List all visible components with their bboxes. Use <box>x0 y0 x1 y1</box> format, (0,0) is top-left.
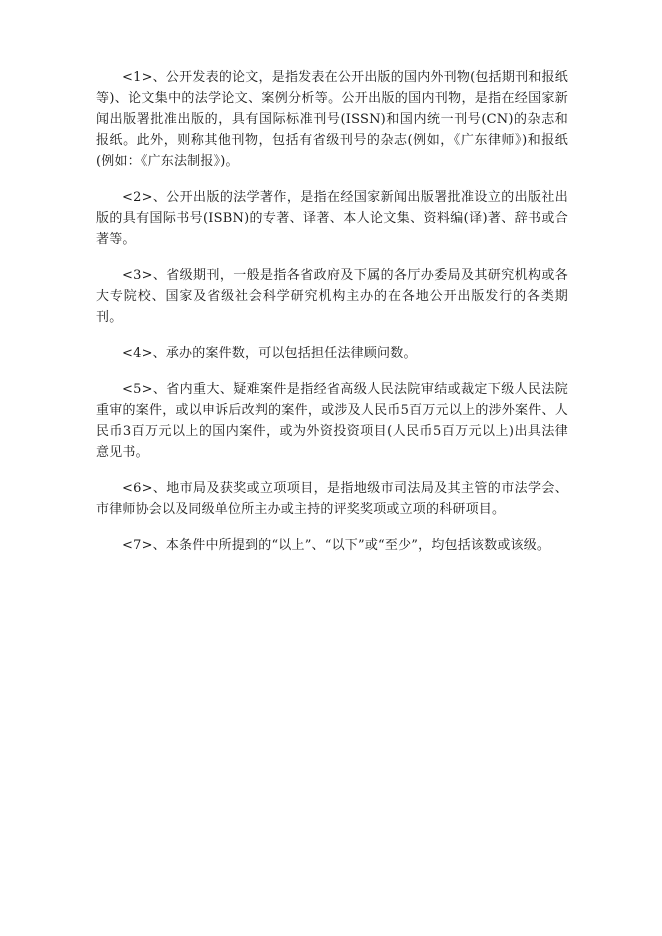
note-paragraph-3: <3>、省级期刊，一般是指各省政府及下属的各厅办委局及其研究机构或各大专院校、国家及省级社会科学研究机构主办的在各地公开出版发行的各类期刊。 <box>96 268 568 325</box>
note-paragraph-1: <1>、公开发表的论文，是指发表在公开出版的国内外刊物(包括期刊和报纸等)、论文集中的法学论文、案例分析等。公开出版的国内刊物，是指在经国家新闻出版署批准出版的，具有国际标准刊号(ISSN)和国内统一刊号(CN)的杂志和报纸。此外，则称其他刊物，包括有省级刊号的杂志(例如，《广东律师》)和报纸(例如：《广东法制报》)。 <box>96 70 568 169</box>
note-paragraph-5: <5>、省内重大、疑难案件是指经省高级人民法院审结或裁定下级人民法院重审的案件，或以申诉后改判的案件，或涉及人民币5百万元以上的涉外案件、人民币3百万元以上的国内案件，或为外资投资项目(人民币5百万元以上)出具法律意见书。 <box>96 382 568 460</box>
note-paragraph-6: <6>、地市局及获奖或立项项目，是指地级市司法局及其主管的市法学会、市律师协会以及同级单位所主办或主持的评奖奖项或立项的科研项目。 <box>96 481 568 517</box>
document-body <box>96 67 568 571</box>
note-paragraph-2: <2>、公开出版的法学著作，是指在经国家新闻出版署批准设立的出版社出版的具有国际书号(ISBN)的专著、译著、本人论文集、资料编(译)著、辞书或合著等。 <box>96 190 568 247</box>
note-paragraph-7: <7>、本条件中所提到的“以上”、“以下”或“至少”，均包括该数或该级。 <box>122 538 551 553</box>
note-paragraph-4: <4>、承办的案件数，可以包括担任法律顾问数。 <box>122 346 417 361</box>
